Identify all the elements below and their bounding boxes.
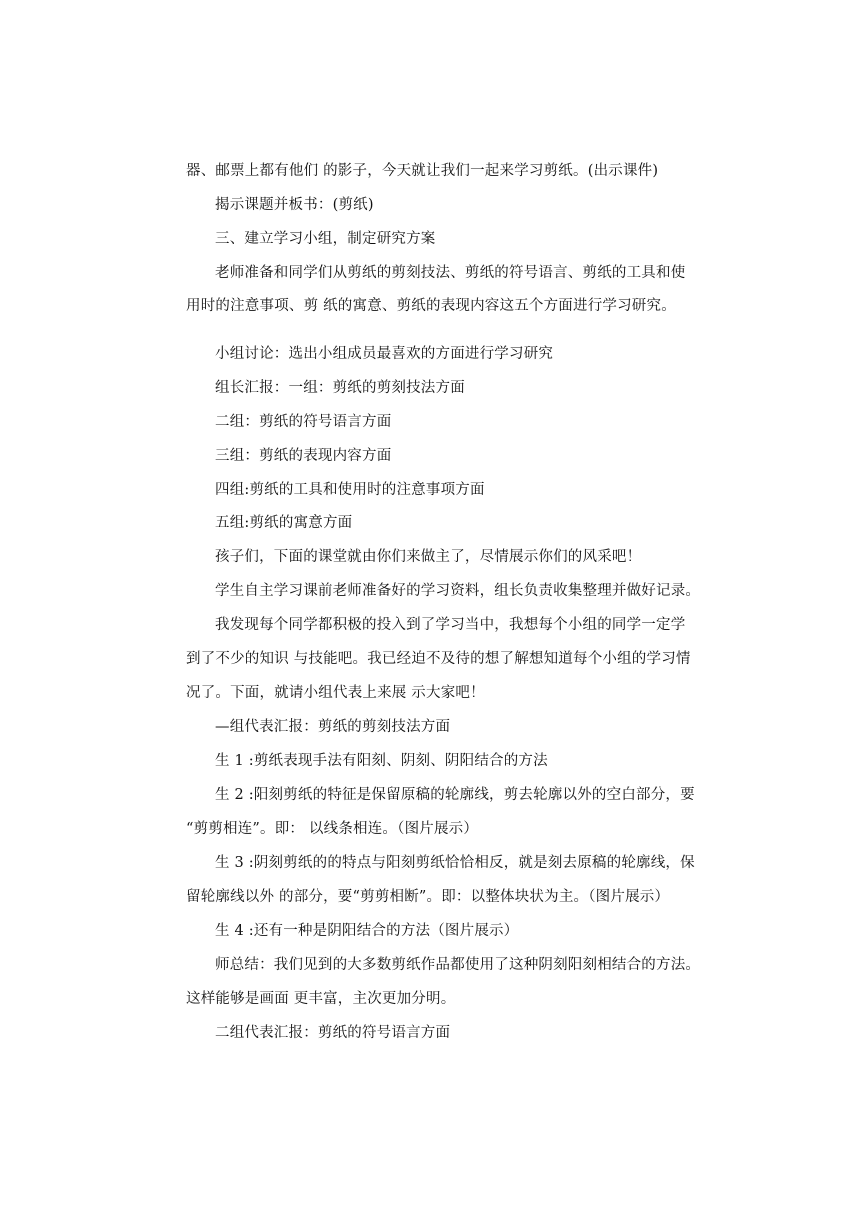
- text-line-14: 我发现每个同学都积极的投入到了学习当中，我想每个小组的同学一定学: [215, 617, 686, 633]
- text-line-2: 揭示课题并板书：(剪纸): [215, 197, 374, 213]
- text-line-25: 这样能够是画面 更丰富，主次更加分明。: [186, 991, 456, 1007]
- text-line-26: 二组代表汇报：剪纸的符号语言方面: [215, 1025, 451, 1041]
- text-line-17: —组代表汇报：剪纸的剪刻技法方面: [215, 719, 451, 735]
- text-line-23: 生 4 :还有一种是阴阳结合的方法（图片展示）: [215, 923, 519, 939]
- text-line-11: 五组:剪纸的寓意方面: [215, 515, 353, 531]
- text-line-16: 况了。下面，就请小组代表上来展 示大家吧！: [186, 685, 485, 701]
- text-line-18: 生 1 :剪纸表现手法有阳刻、阴刻、阴阳结合的方法: [215, 753, 548, 769]
- text-line-3: 三、建立学习小组，制定研究方案: [215, 231, 436, 247]
- text-line-4: 老师准备和同学们从剪纸的剪刻技法、剪纸的符号语言、剪纸的工具和使: [215, 265, 686, 281]
- text-line-8: 二组：剪纸的符号语言方面: [215, 414, 392, 430]
- text-line-20: “剪剪相连”。即： 以线条相连。（图片展示）: [186, 821, 479, 837]
- text-line-19: 生 2 :阳刻剪纸的特征是保留原稿的轮廓线，剪去轮廓以外的空白部分，要: [215, 787, 695, 803]
- text-line-13: 学生自主学习课前老师准备好的学习资料，组长负责收集整理并做好记录。: [215, 583, 701, 599]
- text-line-1: 器、邮票上都有他们 的影子，今天就让我们一起来学习剪纸。(出示课件): [186, 163, 659, 179]
- text-line-7: 组长汇报：一组：剪纸的剪刻技法方面: [215, 380, 465, 396]
- text-line-24: 师总结：我们见到的大多数剪纸作品都使用了这种阴刻阳刻相结合的方法。: [215, 957, 701, 973]
- text-line-5: 用时的注意事项、剪 纸的寓意、剪纸的表现内容这五个方面进行学习研究。: [186, 298, 676, 314]
- text-line-21: 生 3 :阴刻剪纸的的特点与阳刻剪纸恰恰相反，就是刻去原稿的轮廓线，保: [215, 855, 695, 871]
- text-line-22: 留轮廓线以外 的部分，要“剪剪相断”。即：以整体块状为主。（图片展示）: [186, 889, 670, 905]
- text-line-15: 到了不少的知识 与技能吧。我已经迫不及待的想了解想知道每个小组的学习情: [186, 651, 691, 667]
- text-line-12: 孩子们，下面的课堂就由你们来做主了，尽情展示你们的风采吧！: [215, 549, 642, 565]
- text-line-6: 小组讨论：选出小组成员最喜欢的方面进行学习研究: [215, 346, 554, 362]
- text-line-9: 三组：剪纸的表现内容方面: [215, 448, 392, 464]
- text-line-10: 四组:剪纸的工具和使用时的注意事项方面: [215, 482, 485, 498]
